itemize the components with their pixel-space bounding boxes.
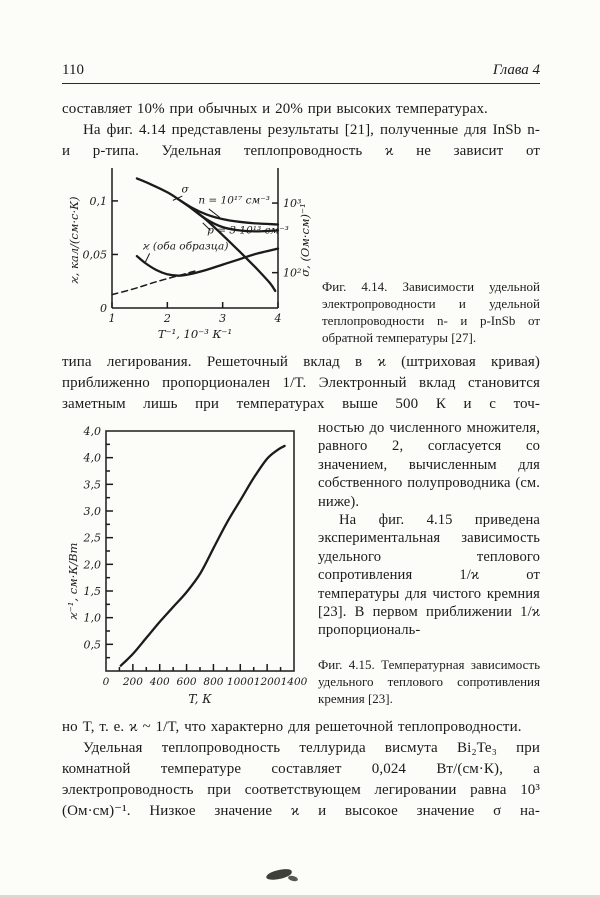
fig-4-15-caption: Фиг. 4.15. Температурная зависимость удельного теплового сопротивления кремния [23]. — [318, 656, 540, 706]
fig-4-14-chart — [66, 166, 318, 344]
curve-lattice-contribution — [112, 271, 195, 295]
svg-text:T⁻¹, 10⁻³ К⁻¹: T⁻¹, 10⁻³ К⁻¹ — [157, 327, 233, 341]
svg-text:0,5: 0,5 — [83, 638, 101, 652]
svg-text:2,0: 2,0 — [83, 558, 101, 572]
fig-4-15-chart — [66, 419, 318, 711]
svg-text:4,0: 4,0 — [83, 425, 101, 438]
paragraph-conclusion: но T, т. е. ϰ ~ 1/T, что характерно для решеточной теплопроводности. — [62, 719, 522, 735]
svg-text:1400: 1400 — [280, 676, 308, 688]
svg-text:1,0: 1,0 — [83, 611, 101, 625]
paragraph-fig414-intro: На фиг. 4.14 представлены результаты [21], полученные для InSb n- и p-типа. Удельная теплопроводность ϰ не зависит от — [62, 122, 540, 159]
svg-text:σ: σ — [181, 183, 189, 196]
curve-inverse-thermal-conductivity-silicon — [121, 446, 285, 666]
svg-text:4,0: 4,0 — [83, 451, 101, 465]
svg-text:600: 600 — [176, 676, 197, 688]
fig-4-14-caption: Фиг. 4.14. Зависимости удельной электропроводности и удельной теплопроводности n- и p-InSb от обратной температуры [27]. — [322, 279, 540, 345]
svg-text:n = 10¹⁷ см⁻³: n = 10¹⁷ см⁻³ — [198, 194, 271, 207]
svg-text:0,1: 0,1 — [89, 194, 107, 208]
svg-text:0: 0 — [102, 676, 110, 688]
page-header — [62, 62, 540, 79]
svg-text:p = 3·10¹³ см⁻³: p = 3·10¹³ см⁻³ — [207, 224, 289, 237]
svg-text:T, К: T, К — [188, 692, 212, 706]
svg-text:2,5: 2,5 — [83, 531, 101, 545]
svg-text:1200: 1200 — [253, 676, 281, 688]
svg-text:10²: 10² — [283, 266, 302, 280]
svg-text:200: 200 — [122, 676, 143, 688]
svg-text:1,5: 1,5 — [83, 585, 101, 598]
paragraph-column-a: ностью до численного множителя, равного 2, согласуется со значением, вычисленным для собственного полупроводника (см. ниже). — [318, 420, 540, 510]
svg-text:1: 1 — [108, 312, 116, 325]
svg-text:0: 0 — [100, 302, 107, 315]
page-number: 110 — [62, 62, 84, 78]
svg-text:10³: 10³ — [283, 197, 302, 211]
svg-text:400: 400 — [149, 676, 170, 688]
svg-text:ϰ (оба образца): ϰ (оба образца) — [142, 240, 229, 253]
figure-4-14 — [66, 166, 540, 346]
ink-smudge-small — [288, 875, 299, 882]
svg-text:ϰ⁻¹, см·К/Вт: ϰ⁻¹, см·К/Вт — [66, 542, 80, 620]
svg-text:3,0: 3,0 — [83, 505, 101, 518]
right-text-column — [318, 419, 540, 711]
figure-4-15-row — [66, 419, 540, 711]
paragraph-intro: составляет 10% при обычных и 20% при высоких температурах. — [62, 101, 488, 117]
svg-text:σ, (Ом·см)⁻¹: σ, (Ом·см)⁻¹ — [298, 203, 312, 277]
svg-text:3: 3 — [219, 312, 227, 325]
svg-text:800: 800 — [203, 676, 224, 688]
paragraph-lattice: типа легирования. Решеточный вклад в ϰ (штриховая кривая) приближенно пропорционален 1/T. Электронный вклад становится заметным лишь при температурах выше 500 К и с точ- — [62, 354, 540, 412]
curve-kappa-both-samples — [137, 249, 278, 276]
chapter-title: Глава 4 — [492, 62, 540, 78]
svg-text:2: 2 — [163, 312, 171, 325]
svg-text:ϰ, кал/(см·с·К): ϰ, кал/(см·с·К) — [67, 196, 81, 284]
paragraph-bismuth-telluride: Удельная теплопроводность теллурида висмута Bi₂Te₃ при комнатной температуре составляет 0,024 Вт/(см·К), а электропроводность при соответствующем легировании равна 10³ (Ом·см)⁻¹. Низкое значение ϰ и высокое значение σ на- — [62, 740, 540, 819]
svg-text:3,5: 3,5 — [83, 478, 101, 492]
svg-text:4: 4 — [274, 312, 282, 325]
svg-text:0,05: 0,05 — [82, 248, 107, 262]
header-rule — [62, 83, 540, 84]
paragraph-column-b: На фиг. 4.15 приведена экспериментальная зависимость удельного теплового сопротивления 1/ϰ от температуры для чистого кремния [23]. В первом приближении 1/ϰ пропорциональ- — [318, 512, 540, 639]
svg-text:1000: 1000 — [226, 676, 254, 688]
